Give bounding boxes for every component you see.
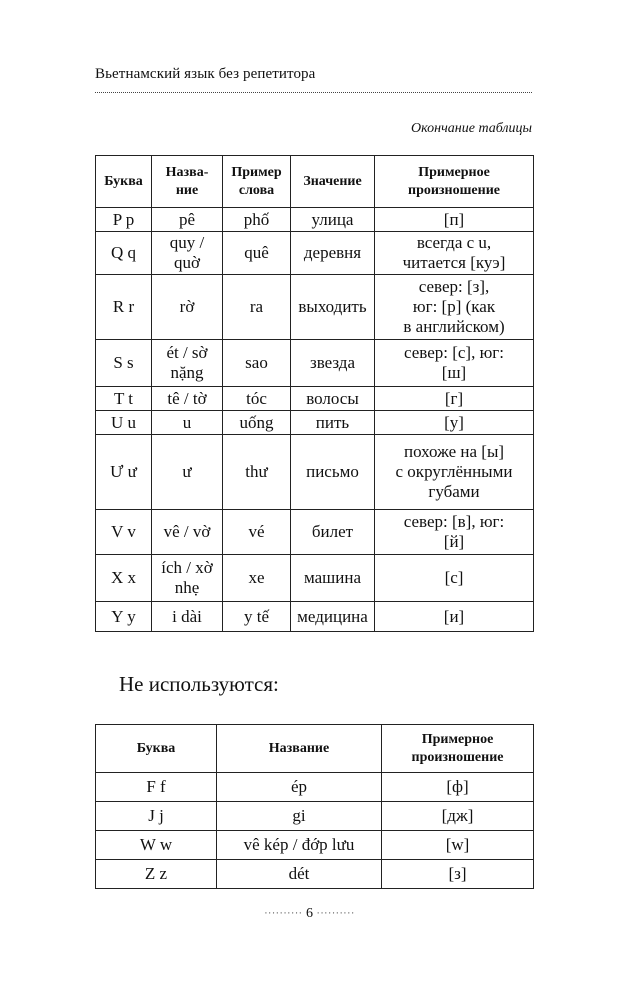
header-name: Название bbox=[217, 725, 382, 773]
table-row bbox=[96, 802, 534, 831]
running-head-divider bbox=[95, 92, 532, 93]
cell-example: sao bbox=[223, 340, 291, 387]
table-row bbox=[96, 602, 534, 632]
cell-letter: F f bbox=[96, 773, 217, 802]
cell-pronunciation: север: [з], юг: [р] (как в английском) bbox=[375, 275, 534, 340]
cell-example: uống bbox=[223, 411, 291, 435]
cell-name: vê / vờ bbox=[152, 510, 223, 555]
alphabet-table bbox=[95, 155, 534, 632]
cell-example: y tế bbox=[223, 602, 291, 632]
cell-letter: V v bbox=[96, 510, 152, 555]
cell-pronunciation: [ф] bbox=[382, 773, 534, 802]
cell-meaning: билет bbox=[291, 510, 375, 555]
cell-name: i dài bbox=[152, 602, 223, 632]
header-example: Пример слова bbox=[223, 156, 291, 208]
cell-meaning: пить bbox=[291, 411, 375, 435]
cell-letter: S s bbox=[96, 340, 152, 387]
cell-pronunciation: [з] bbox=[382, 860, 534, 889]
cell-pronunciation: [с] bbox=[375, 555, 534, 602]
cell-pronunciation: [г] bbox=[375, 387, 534, 411]
alphabet-table-header bbox=[96, 156, 534, 208]
cell-name: quy / quờ bbox=[152, 232, 223, 275]
cell-meaning: улица bbox=[291, 208, 375, 232]
cell-meaning: медицина bbox=[291, 602, 375, 632]
header-letter: Буква bbox=[96, 156, 152, 208]
folio-dots-left: ·········· bbox=[264, 908, 303, 920]
header-letter: Буква bbox=[96, 725, 217, 773]
cell-example: quê bbox=[223, 232, 291, 275]
table-row bbox=[96, 232, 534, 275]
table-row bbox=[96, 831, 534, 860]
table-row bbox=[96, 275, 534, 340]
table-row bbox=[96, 510, 534, 555]
cell-pronunciation: север: [с], юг: [ш] bbox=[375, 340, 534, 387]
table-row bbox=[96, 435, 534, 510]
cell-pronunciation: [у] bbox=[375, 411, 534, 435]
cell-pronunciation: [и] bbox=[375, 602, 534, 632]
cell-letter: T t bbox=[96, 387, 152, 411]
cell-pronunciation: [п] bbox=[375, 208, 534, 232]
table-continuation-note: Окончание таблицы bbox=[411, 121, 532, 136]
cell-example: phố bbox=[223, 208, 291, 232]
cell-meaning: машина bbox=[291, 555, 375, 602]
cell-name: gi bbox=[217, 802, 382, 831]
header-pronunciation: Примерное произношение bbox=[375, 156, 534, 208]
cell-meaning: письмо bbox=[291, 435, 375, 510]
table-row bbox=[96, 860, 534, 889]
cell-name: ư bbox=[152, 435, 223, 510]
cell-name: rờ bbox=[152, 275, 223, 340]
cell-name: vê kép / đớp lưu bbox=[217, 831, 382, 860]
cell-example: tóc bbox=[223, 387, 291, 411]
table-row bbox=[96, 340, 534, 387]
table-row bbox=[96, 555, 534, 602]
cell-letter: W w bbox=[96, 831, 217, 860]
header-name: Назва- ние bbox=[152, 156, 223, 208]
cell-pronunciation: всегда с u, читается [куэ] bbox=[375, 232, 534, 275]
unused-table-header bbox=[96, 725, 534, 773]
cell-letter: X x bbox=[96, 555, 152, 602]
table-row bbox=[96, 208, 534, 232]
cell-name: ét / sờ nặng bbox=[152, 340, 223, 387]
cell-pronunciation: [дж] bbox=[382, 802, 534, 831]
header-pronunciation: Примерное произношение bbox=[382, 725, 534, 773]
cell-name: ích / xờ nhẹ bbox=[152, 555, 223, 602]
folio-dots-right: ·········· bbox=[316, 908, 355, 920]
cell-meaning: звезда bbox=[291, 340, 375, 387]
page-number: 6 bbox=[306, 906, 313, 921]
cell-meaning: волосы bbox=[291, 387, 375, 411]
cell-name: u bbox=[152, 411, 223, 435]
page-number-footer bbox=[0, 906, 619, 922]
cell-example: ra bbox=[223, 275, 291, 340]
cell-meaning: выходить bbox=[291, 275, 375, 340]
cell-letter: U u bbox=[96, 411, 152, 435]
cell-letter: R r bbox=[96, 275, 152, 340]
table-row bbox=[96, 387, 534, 411]
cell-example: thư bbox=[223, 435, 291, 510]
running-head: Вьетнамский язык без репетитора bbox=[95, 66, 316, 82]
cell-pronunciation: север: [в], юг: [й] bbox=[375, 510, 534, 555]
cell-letter: Y y bbox=[96, 602, 152, 632]
cell-name: dét bbox=[217, 860, 382, 889]
cell-letter: P p bbox=[96, 208, 152, 232]
cell-name: tê / tờ bbox=[152, 387, 223, 411]
cell-letter: Ư ư bbox=[96, 435, 152, 510]
cell-name: ép bbox=[217, 773, 382, 802]
unused-letters-table bbox=[95, 724, 534, 889]
cell-pronunciation: [w] bbox=[382, 831, 534, 860]
unused-letters-heading: Не используются: bbox=[119, 672, 279, 696]
cell-letter: Z z bbox=[96, 860, 217, 889]
cell-example: vé bbox=[223, 510, 291, 555]
cell-example: xe bbox=[223, 555, 291, 602]
cell-pronunciation: похоже на [ы] с округлёнными губами bbox=[375, 435, 534, 510]
header-meaning: Значение bbox=[291, 156, 375, 208]
table-row bbox=[96, 773, 534, 802]
table-row bbox=[96, 411, 534, 435]
cell-meaning: деревня bbox=[291, 232, 375, 275]
cell-name: pê bbox=[152, 208, 223, 232]
cell-letter: Q q bbox=[96, 232, 152, 275]
cell-letter: J j bbox=[96, 802, 217, 831]
